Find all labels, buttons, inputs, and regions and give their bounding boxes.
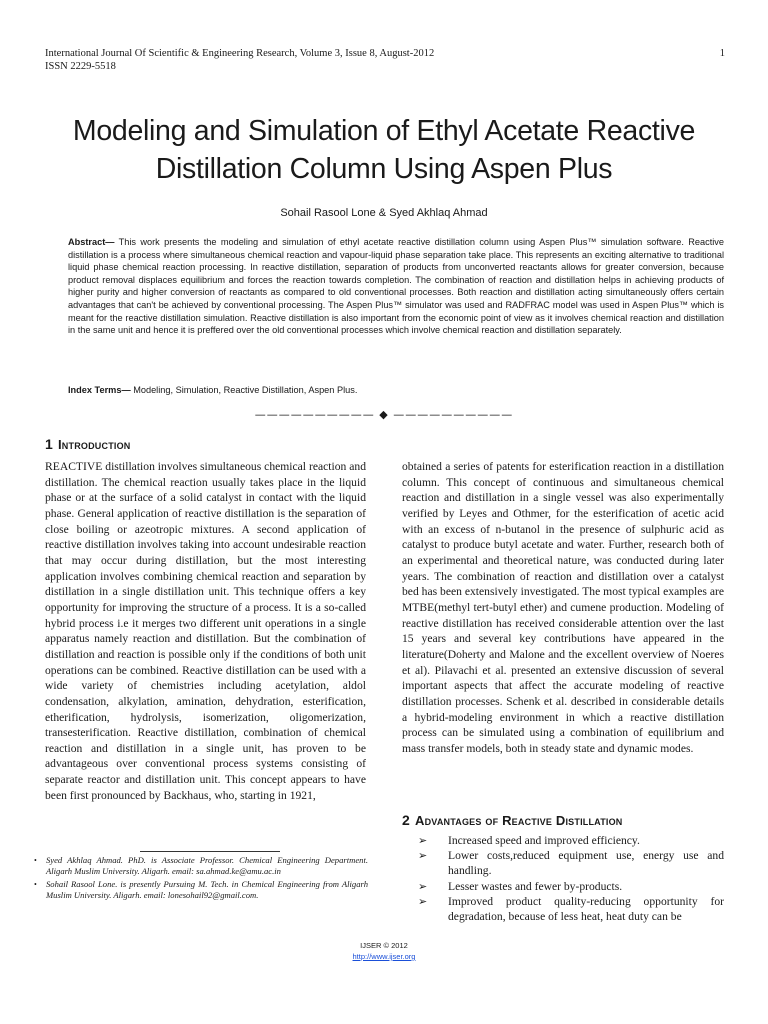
arrow-bullet-icon: ➢	[418, 879, 428, 893]
page-footer	[0, 940, 768, 962]
footnote-rule	[140, 851, 280, 852]
bullet-icon: •	[34, 879, 37, 889]
section-number: 2	[402, 812, 410, 828]
introduction-left-column: REACTIVE distillation involves simultaneous chemical reaction and distillation. The chemical reaction usually takes place in the liquid phase or at the surface of a solid catalyst in contact with the liquid phase. General application of reactive distillation is the separation of close boiling or azeotropic mixtures. A second application of reactive distillation involves taking into account undesirable reaction that may occur during distillation, but the most interesting application involves combining chemical reaction and separation by distillation in a single distillation unit. This technique offers a key opportunity for improving the structure of a process. It is a so-called hybrid process i.e it merges two different unit operations in a single apparatus namely reaction and distillation. But the combination of distillation and reaction is possible only if the conditions of both unit operations can be combined. Reactive distillation can be used with a wide variety of chemistries including acetylation, aldol condensation, alkylation, amination, dehydration, esterification, etherification, hydrolysis, isomerization, oligomerization, transesterification. Reactive distillation, combination of chemical reaction and distillation in a single unit, has proven to be advantageous over conventional process systems consisting of separate reactor and distillation unit. This concept appears to have been first pronounced by Backhaus, who, starting in 1921,	[45, 460, 366, 802]
paper-title: Modeling and Simulation of Ethyl Acetate Reactive Distillation Column Using Aspen Plus	[72, 115, 696, 185]
section-divider: —————————— ◆ ——————————	[254, 408, 514, 421]
abstract-heading: Abstract—	[68, 237, 115, 247]
footnote-text: Sohail Rasool Lone. is presently Pursuing M. Tech. in Chemical Engineering from Aligarh Muslim University. Aligarh. email: lonesohail92@gmail.com.	[46, 878, 368, 901]
author-footnotes	[34, 855, 368, 903]
list-item	[418, 894, 724, 924]
copyright: IJSER © 2012	[360, 941, 408, 950]
page-number: 1	[719, 48, 725, 59]
index-terms-heading: Index Terms—	[68, 385, 131, 395]
footnote	[34, 879, 368, 902]
introduction-right-column: obtained a series of patents for esterification reaction in a distillation column. This concept of continuous and simultaneous chemical reaction and distillation in a single vessel was also experimentally verified by Leyes and Othmer, for the esterification of acetic acid with an excess of n-butanol in the presence of sulphuric acid as catalyst to produce butyl acetate and water. Further, research both of an experimental and theoretical nature, was conducted during later years. The combination of reaction and distillation over a catalyst bed has been extensively investigated. The most typical examples are MTBE(methyl tert-butyl ether) and cumene production. Modeling of reactive distillation has received considerable attention over the last 15 years and several key contributions have appeared in the literature(Doherty and Malone and the excellent overview of Noeres et al). Pilavachi et al. presented an extensive discussion of several important aspects that affect the accurate modeling of reactive distillation processes. Schenk et al. described in considerable details a hybrid-modeling environment in which a reactive distillation process can be simulated using a combination of equilibrium and mass transfer models, both in steady state and dynamic modes.	[402, 460, 724, 755]
index-terms-text: Modeling, Simulation, Reactive Distillation, Aspen Plus.	[130, 385, 358, 395]
advantages-list	[418, 833, 724, 924]
list-item	[418, 848, 724, 878]
issn: ISSN 2229-5518	[45, 61, 116, 72]
footnote-text: Syed Akhlaq Ahmad. PhD. is Associate Professor. Chemical Engineering Department. Aligarh Muslim University. Aligarh. email: sa.ahmad.ke@amu.ac.in	[46, 855, 368, 877]
section-title: Advantages of Reactive Distillation	[415, 813, 623, 828]
list-item	[418, 833, 724, 848]
index-terms	[68, 384, 724, 396]
list-item-text: Improved product quality-reducing opportunity for degradation, because of less heat, heat duty can be	[448, 894, 724, 924]
section-number: 1	[45, 436, 53, 452]
journal-header	[45, 47, 725, 73]
list-item-text: Lesser wastes and fewer by-products.	[448, 879, 623, 893]
arrow-bullet-icon: ➢	[418, 849, 428, 863]
list-item-text: Increased speed and improved efficiency.	[448, 834, 640, 847]
abstract	[68, 236, 724, 337]
arrow-bullet-icon: ➢	[418, 894, 428, 908]
list-item	[418, 879, 724, 894]
section-heading-introduction	[45, 436, 131, 452]
list-item-text: Lower costs,reduced equipment use, energy use and handling.	[448, 849, 724, 878]
arrow-bullet-icon: ➢	[418, 834, 428, 847]
bullet-icon: •	[34, 856, 37, 865]
section-heading-advantages	[402, 812, 623, 828]
abstract-text: This work presents the modeling and simulation of ethyl acetate reactive distillation column using Aspen Plus™ simulation software. Reactive distillation is a process where simultaneous chemical reaction and vapour-liquid phase separation take place. This represents an exciting alternative to traditional liquid phase chemical reaction processing. In reactive distillation, separation of products from unconverted reactants allows for greater conversion, because product removal displaces equilibrium and forces the reaction towards completion. The combination of reaction and distillation helps in achieving products of higher purity and higher conversion of reactants as compared to old conventional processes. Both reaction and distillation acting simultaneously offers certain advantages that can't be achieved by conventional processing. The Aspen Plus™ simulator was used and RADFRAC model was used in Aspen Plus™ which is meant for the reactive distillation simulation. Reactive distillation is also important from the economic point of view as it involves chemical reaction and distillation in the same unit and hence it is preffered over the old conventional processes which involve chemical reaction and distillation separately.	[68, 237, 724, 336]
journal-link[interactable]: http://www.ijser.org	[352, 952, 416, 961]
journal-name: International Journal Of Scientific & Engineering Research, Volume 3, Issue 8, August-2012	[45, 48, 435, 59]
author-list: Sohail Rasool Lone & Syed Akhlaq Ahmad	[280, 207, 488, 219]
footnote	[34, 855, 368, 878]
section-title: Introduction	[58, 437, 131, 452]
